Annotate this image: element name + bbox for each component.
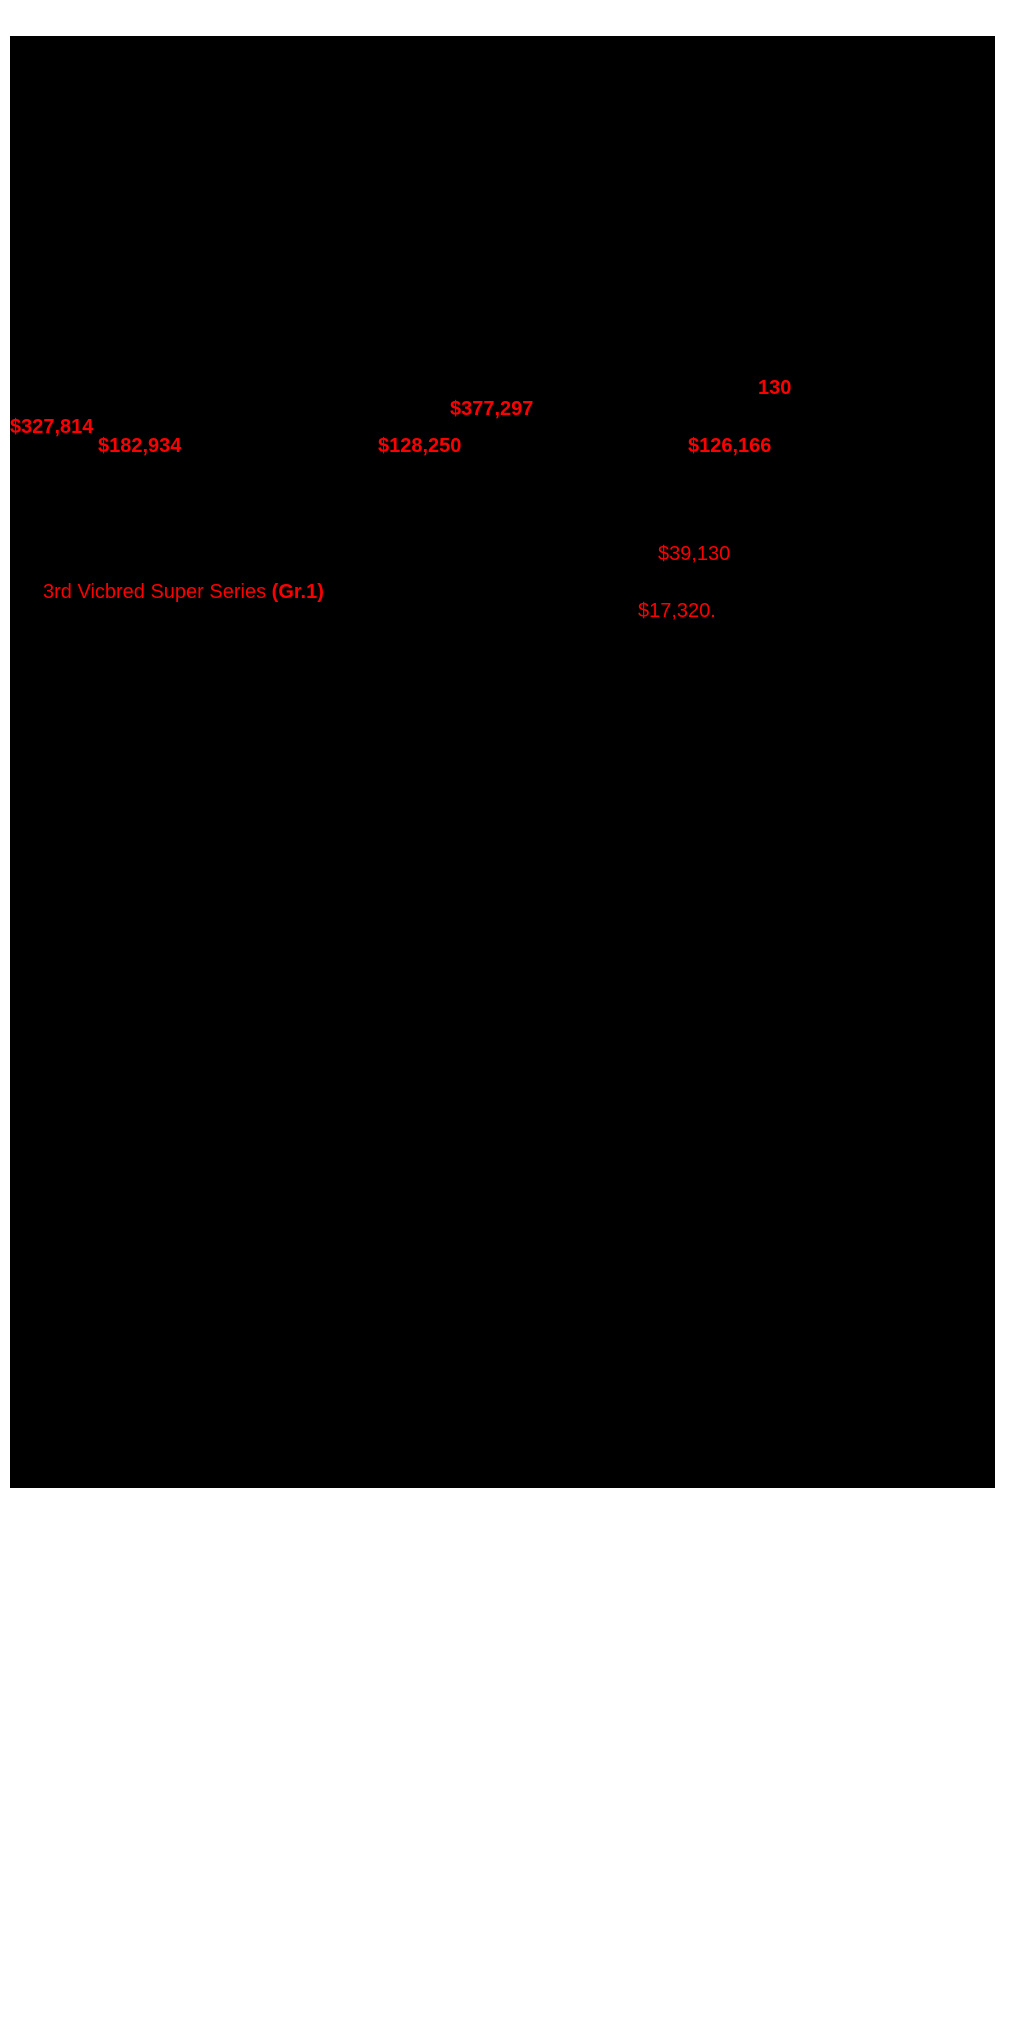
content-panel xyxy=(10,36,995,1488)
earnings-label-39130: $39,130 xyxy=(658,543,731,565)
value-label-130: 130 xyxy=(758,377,792,399)
earnings-label-17320: $17,320. xyxy=(638,600,716,622)
earnings-label-128250: $128,250 xyxy=(378,435,462,457)
earnings-label-327814: $327,814 xyxy=(10,416,94,438)
earnings-label-377297: $377,297 xyxy=(450,398,534,420)
race-result-label xyxy=(43,582,324,602)
race-result-grade: (Gr.1) xyxy=(271,581,324,603)
race-result-text: 3rd Vicbred Super Series xyxy=(43,581,272,603)
earnings-label-182934: $182,934 xyxy=(98,435,182,457)
earnings-label-126166: $126,166 xyxy=(688,435,772,457)
